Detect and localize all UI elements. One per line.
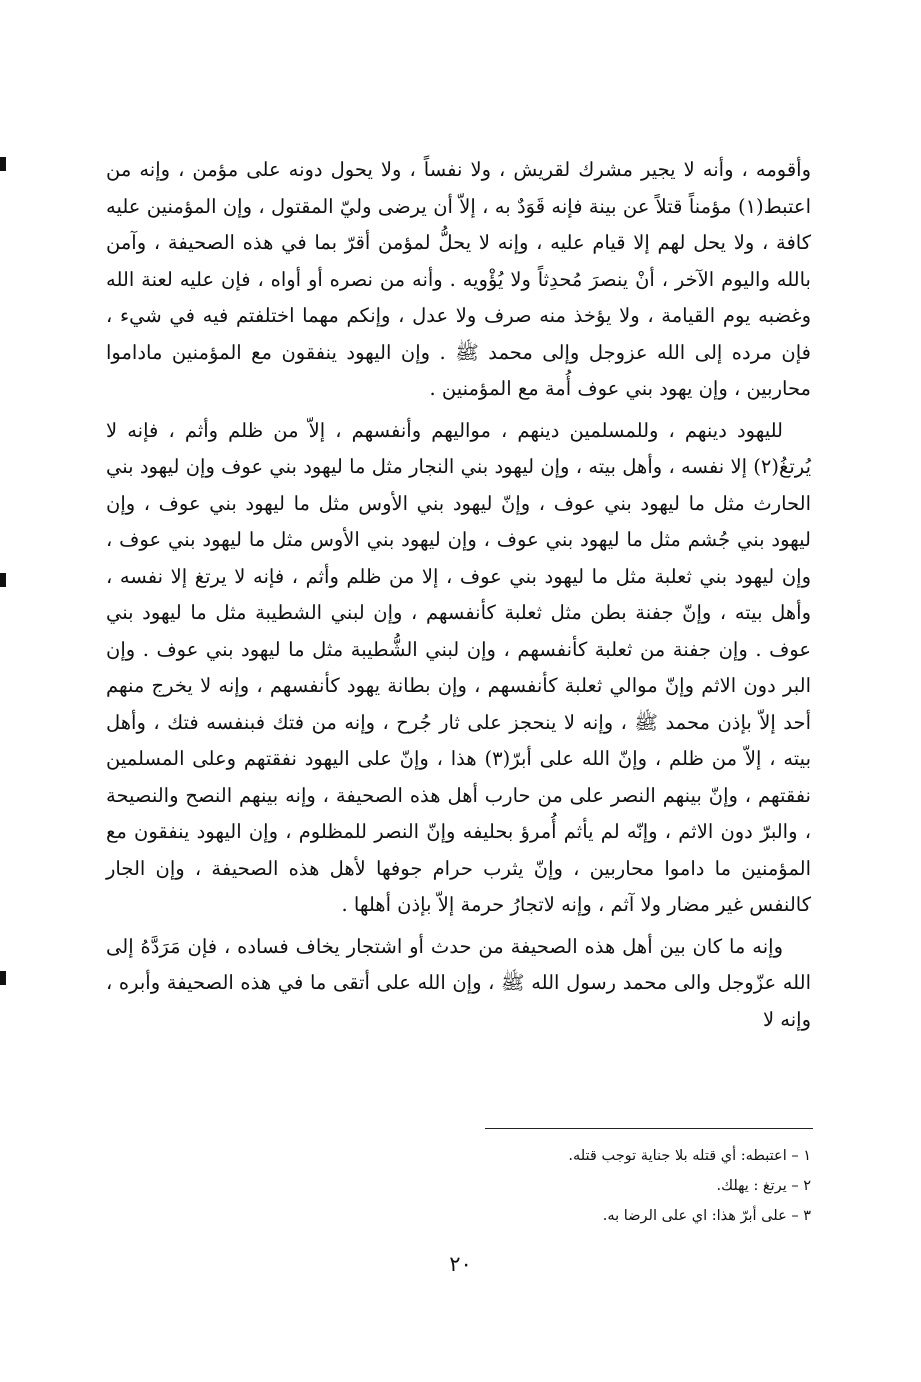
paragraph: وإنه ما كان بين أهل هذه الصحيفة من حدث أو اشتجار يخاف فساده ، فإن مَرَدَّهُ إلى الله عزّوجل والى محمد رسول الله ﷺ ، وإن الله على أتقى ما في هذه الصحيفة وأبره ، وإنه لا [106,934,811,1031]
footnotes [211,1141,811,1231]
page-edge-mark [0,971,6,985]
footnote: ١ – اعتبطه: أي قتله بلا جناية توجب قتله. [568,1148,811,1164]
footnote-divider [485,1128,813,1129]
page-number: ٢٠ [449,1252,472,1276]
body-text [106,152,811,1038]
paragraph: وأقومه ، وأنه لا يجير مشرك لقريش ، ولا نفساً ، ولا يحول دونه على مؤمن ، وإنه من اعتبط(١) مؤمناً قتلاً عن بينة فإنه قَوَدٌ به ، إلاّ أن يرضى وليّ المقتول ، وإن المؤمنين عليه كافة ، ولا يحل لهم إلا قيام عليه ، وإنه لا يحلُّ لمؤمن أقرّ بما في هذه الصحيفة ، وآمن بالله واليوم الآخر ، أنْ ينصرَ مُحدِثاً ولا يُؤْويه . وأنه من نصره أو أواه ، فإن عليه لعنة الله وغضبه يوم القيامة ، ولا يؤخذ منه صرف ولا عدل ، وإنكم مهما اختلفتم فيه في شيء ، فإن مرده إلى الله عزوجل وإلى محمد ﷺ . وإن اليهود ينفقون مع المؤمنين ماداموا محاربين ، وإن يهود بني عوف أُمة مع المؤمنين . [106,158,811,400]
page-edge-mark [0,157,6,171]
footnote: ٣ – على أبرّ هذا: اي على الرضا به. [602,1208,811,1224]
paragraph: لليهود دينهم ، وللمسلمين دينهم ، مواليهم وأنفسهم ، إلاّ من ظلم وأثم ، فإنه لا يُرتغُ(٢) إلا نفسه ، وأهل بيته ، وإن ليهود بني النجار مثل ما ليهود بني عوف وإن ليهود بني الحارث مثل ما ليهود بني عوف ، وإنّ ليهود بني الأوس مثل ما ليهود بني عوف ، وإن ليهود بني جُشم مثل ما ليهود بني عوف ، وإن ليهود بني الأوس مثل ما ليهود بني عوف ، وإن ليهود بني ثعلبة مثل ما ليهود بني عوف ، إلا من ظلم وأثم ، فإنه لا يرتغ إلا نفسه ، وأهل بيته ، وإنّ جفنة بطن مثل ثعلبة كأنفسهم ، وإن لبني الشطيبة مثل ما ليهود بني عوف . وإن جفنة من ثعلبة كأنفسهم ، وإن لبني الشُّطيبة مثل ما ليهود بني عوف . وإن البر دون الاثم وإنّ موالي ثعلبة كأنفسهم ، وإن بطانة يهود كأنفسهم ، وإنه لا يخرج منهم أحد إلاّ بإذن محمد ﷺ ، وإنه لا ينحجز على ثار جُرح ، وإنه من فتك فبنفسه فتك ، وأهل بيته ، إلاّ من ظلم ، وإنّ الله على أبرّ(٣) هذا ، وإنّ على اليهود نفقتهم وعلى المسلمين نفقتهم ، وإنّ بينهم النصر على من حارب أهل هذه الصحيفة ، وإنه بينهم النصح والنصيحة ، والبرّ دون الاثم ، وإنّه لم يأثم أُمرؤ بحليفه وإنّ النصر للمظلوم ، وإن اليهود ينفقون مع المؤمنين ما داموا محاربين ، وإنّ يثرب حرام جوفها لأهل هذه الصحيفة ، وإن الجار كالنفس غير مضار ولا آثم ، وإنه لاتجارُ حرمة إلاّ بإذن أهلها . [106,418,811,916]
footnote: ٢ – يرتغ : يهلك. [716,1178,811,1194]
page-edge-mark [0,573,6,587]
